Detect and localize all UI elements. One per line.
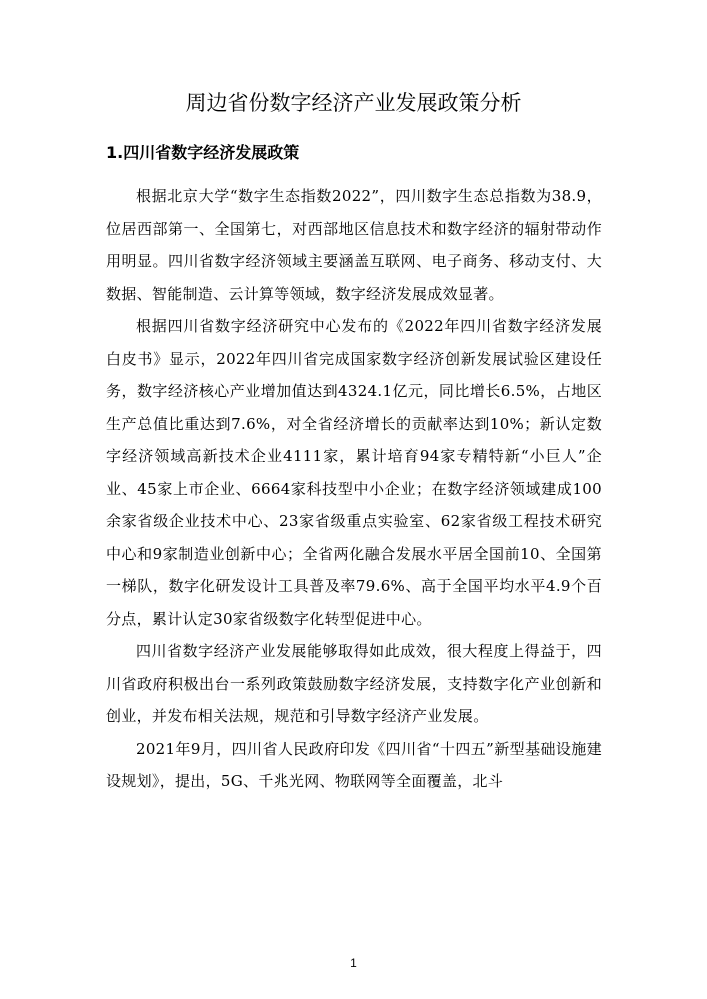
section-heading: 1.四川省数字经济发展政策 bbox=[106, 143, 300, 162]
body-text bbox=[106, 180, 602, 798]
page-number: 1 bbox=[350, 956, 357, 970]
paragraph: 根据北京大学“数字生态指数2022”，四川数字生态总指数为38.9，位居西部第一、全国第七，对西部地区信息技术和数字经济的辐射带动作用明显。四川省数字经济领域主要涵盖互联网、电子商务、移动支付、大数据、智能制造、云计算等领域，数字经济发展成效显著。 bbox=[106, 187, 602, 303]
paragraph: 四川省数字经济产业发展能够取得如此成效，很大程度上得益于，四川省政府积极出台一系列政策鼓励数字经济发展，支持数字化产业创新和创业，并发布相关法规，规范和引导数字经济产业发展。 bbox=[106, 642, 602, 725]
document-title: 周边省份数字经济产业发展政策分析 bbox=[185, 91, 522, 115]
paragraph: 根据四川省数字经济研究中心发布的《2022年四川省数字经济发展白皮书》显示，2022年四川省完成国家数字经济创新发展试验区建设任务，数字经济核心产业增加值达到4324.1亿元，同比增长6.5%，占地区生产总值比重达到7.6%，对全省经济增长的贡献率达到10%；新认定数字经济领域高新技术企业4111家，累计培育94家专精特新“小巨人”企业、45家上市企业、6664家科技型中小企业；在数字经济领域建成100余家省级企业技术中心、23家省级重点实验室、62家省级工程技术研究中心和9家制造业创新中心；全省两化融合发展水平居全国前10、全国第一梯队，数字化研发设计工具普及率79.6%、高于全国平均水平4.9个百分点，累计认定30家省级数字化转型促进中心。 bbox=[106, 317, 602, 628]
paragraph: 2021年9月，四川省人民政府印发《四川省“十四五”新型基础设施建设规划》，提出，5G、千兆光网、物联网等全面覆盖，北斗 bbox=[106, 739, 602, 790]
